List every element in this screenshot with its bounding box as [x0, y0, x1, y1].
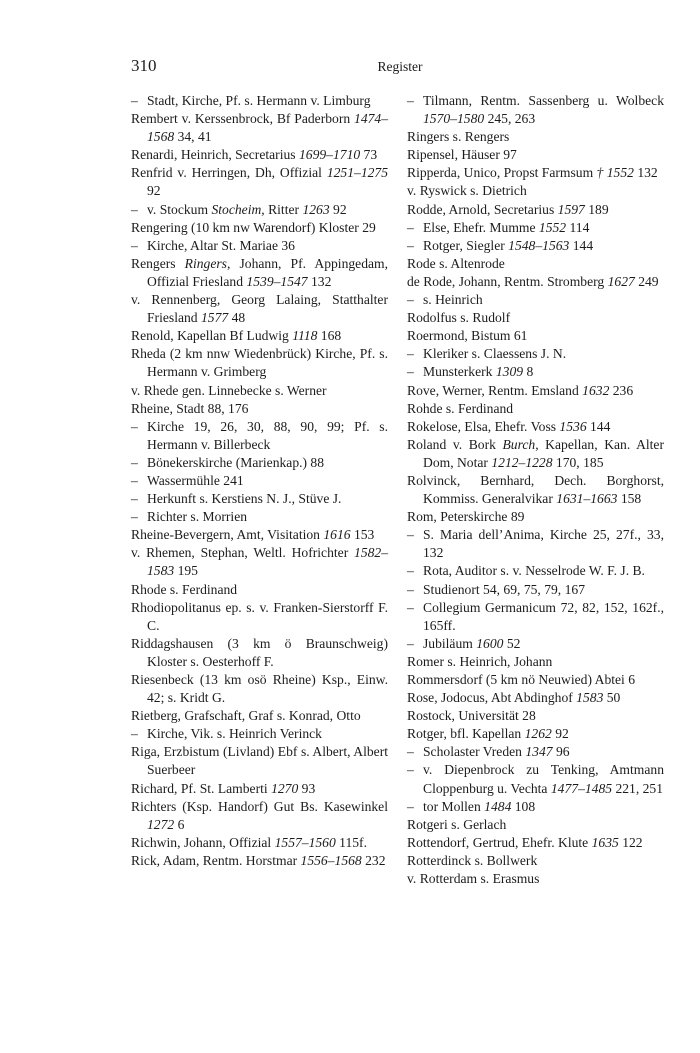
entry-text-segment: Herkunft s. Kerstiens N. J., Stüve J.	[147, 491, 342, 507]
subentry-dash: –	[407, 798, 414, 814]
entry-text-segment: 73	[360, 147, 378, 163]
entry-text-segment: 6	[174, 816, 185, 832]
entry-text-segment: Rheine, Stadt 88, 176	[131, 400, 249, 416]
entry-text-segment: v. Ryswick s. Dietrich	[407, 183, 527, 199]
entry-text-segment: 144	[586, 418, 611, 434]
entry-text-segment: Rottendorf, Gertrud, Ehefr. Klute	[407, 834, 592, 850]
entry-text-segment: Rodolfus s. Rudolf	[407, 310, 511, 326]
entry-text-segment: Kirche, Vik. s. Heinrich Verinck	[147, 726, 322, 742]
entry-text-segment: Romer s. Heinrich, Johann	[407, 653, 553, 669]
entry-text-segment: Renardi, Heinrich, Secretarius	[131, 147, 299, 163]
entry-italic-segment: 1577	[201, 310, 229, 326]
entry-text-segment: Roermond, Bistum 61	[407, 328, 528, 344]
entry-text-segment: Bönekerskirche (Marienkap.) 88	[147, 454, 325, 470]
entry-text-segment: Rotger, bfl. Kapellan	[407, 726, 525, 742]
subentry-dash: –	[407, 744, 414, 760]
register-subentry	[407, 581, 664, 599]
entry-italic-segment: 1474–1568	[147, 111, 388, 145]
entry-text-segment: 93	[298, 780, 316, 796]
entry-italic-segment: 1583	[576, 690, 604, 706]
entry-text-segment: Kirche 19, 26, 30, 88, 90, 99; Pf. s. Hermann v. Billerbeck	[147, 418, 388, 452]
entry-italic-segment: 1600	[476, 635, 504, 651]
register-subentry	[407, 92, 664, 128]
entry-italic-segment: 1632	[582, 382, 610, 398]
register-entry	[407, 327, 664, 345]
entry-text-segment: Renfrid v. Herringen, Dh, Offizial	[131, 165, 327, 181]
entry-text-segment: Ripperda, Unico, Propst Farmsum	[407, 165, 597, 181]
entry-text-segment: S. Maria dell’Anima, Kirche 25, 27f., 33, 132	[423, 527, 664, 561]
entry-text-segment: 144	[569, 237, 594, 253]
register-subentry	[131, 237, 388, 255]
entry-italic-segment: 1309	[495, 364, 524, 380]
register-entry	[407, 146, 664, 164]
entry-text-segment: Renold, Kapellan Bf Ludwig	[131, 328, 293, 344]
register-subentry	[407, 761, 664, 797]
register-entry	[131, 146, 388, 164]
register-subentry	[131, 490, 388, 508]
entry-italic-segment: 1212–1228	[491, 454, 553, 470]
register-entry	[131, 110, 388, 146]
entry-text-segment: 232	[361, 852, 386, 868]
entry-italic-segment: 1556–1568	[300, 852, 362, 868]
register-entry	[407, 707, 664, 725]
entry-text-segment: 52	[503, 635, 521, 651]
entry-text-segment: Scholaster Vreden	[423, 744, 526, 760]
entry-text-segment: 8	[523, 364, 534, 380]
register-entry	[131, 743, 388, 779]
register-subentry	[131, 472, 388, 490]
entry-text-segment: Wassermühle 241	[147, 472, 244, 488]
entry-text-segment: 96	[552, 744, 570, 760]
entry-text-segment: , Johann, Pf. Appingedam, Offizial Friesland	[147, 255, 388, 289]
subentry-dash: –	[131, 454, 138, 470]
register-subentry	[407, 798, 664, 816]
entry-text-segment: Rheda (2 km nnw Wiedenbrück) Kirche, Pf. s. Hermann v. Grimberg	[131, 346, 388, 380]
entry-text-segment: Rose, Jodocus, Abt Abdinghof	[407, 690, 577, 706]
entry-italic-segment: 1477–1485	[550, 780, 613, 796]
register-entry	[407, 382, 664, 400]
register-entry	[131, 635, 388, 671]
register-subentry	[407, 345, 664, 363]
register-entry	[407, 653, 664, 671]
subentry-dash: –	[131, 726, 138, 742]
entry-text-segment: 115f.	[335, 834, 367, 850]
entry-italic-segment: 1484	[484, 798, 512, 814]
entry-text-segment: Rengers	[131, 255, 185, 271]
register-entry	[131, 327, 388, 345]
register-column-right	[407, 92, 664, 888]
entry-text-segment: Riesenbeck (13 km osö Rheine) Ksp., Einw. 42; s. Kridt G.	[131, 672, 388, 706]
entry-italic-segment: 1597	[557, 201, 585, 217]
entry-italic-segment: † 1552	[596, 165, 634, 181]
register-entry	[407, 689, 664, 707]
entry-italic-segment: 1635	[591, 834, 619, 850]
entry-text-segment: 34, 41	[174, 129, 212, 145]
register-entry	[131, 291, 388, 327]
entry-text-segment: Rom, Peterskirche 89	[407, 509, 525, 525]
register-subentry	[131, 92, 388, 110]
subentry-dash: –	[407, 527, 414, 543]
register-subentry	[407, 635, 664, 653]
register-entry	[131, 345, 388, 381]
entry-italic-segment: 1616	[323, 527, 351, 543]
entry-text-segment: 122	[618, 834, 643, 850]
entry-text-segment: Rodde, Arnold, Secretarius	[407, 201, 558, 217]
register-subentry	[407, 363, 664, 381]
entry-italic-segment: 1539–1547	[246, 273, 308, 289]
entry-text-segment: Jubiläum	[423, 635, 477, 651]
entry-text-segment: 221, 251	[612, 780, 664, 796]
entry-text-segment: Rengering (10 km nw Warendorf) Kloster 29	[131, 219, 376, 235]
entry-text-segment: Rode s. Altenrode	[407, 255, 505, 271]
entry-text-segment: 50	[603, 690, 621, 706]
entry-text-segment: Rommersdorf (5 km nö Neuwied) Abtei 6	[407, 672, 636, 687]
entry-text-segment: 92	[551, 726, 569, 742]
entry-text-segment: Rokelose, Elsa, Ehefr. Voss	[407, 418, 560, 434]
register-entry	[131, 164, 388, 200]
entry-text-segment: Richter s. Morrien	[147, 509, 248, 525]
entry-text-segment: de Rode, Johann, Rentm. Stromberg	[407, 273, 608, 289]
register-entry	[407, 128, 664, 146]
entry-text-segment: Else, Ehefr. Mumme	[423, 219, 539, 235]
entry-italic-segment: 1251–1275	[326, 165, 388, 181]
entry-text-segment: Richard, Pf. St. Lamberti	[131, 780, 272, 796]
entry-text-segment: v. Rotterdam s. Erasmus	[407, 871, 540, 887]
entry-text-segment: v. Rhemen, Stephan, Weltl. Hofrichter	[131, 545, 355, 561]
entry-text-segment: Munsterkerk	[423, 364, 496, 380]
entry-italic-segment: 1272	[147, 816, 175, 832]
register-entry	[131, 780, 388, 798]
register-entry	[407, 201, 664, 219]
entry-text-segment: 158	[617, 491, 642, 507]
register-column-left	[131, 92, 388, 870]
register-entry	[407, 164, 664, 182]
register-entry	[131, 382, 388, 400]
entry-text-segment: Studienort 54, 69, 75, 79, 167	[423, 581, 585, 597]
register-subentry	[407, 599, 664, 635]
register-subentry	[407, 237, 664, 255]
register-subentry	[131, 201, 388, 219]
entry-text-segment: , Kapellan, Kan. Alter Dom, Notar	[423, 436, 664, 470]
register-subentry	[407, 219, 664, 237]
register-entry	[131, 798, 388, 834]
entry-text-segment: Rolvinck, Bernhard, Dech. Borghorst, Kommiss. Generalvikar	[407, 472, 664, 507]
entry-italic-segment: 1263	[302, 201, 330, 217]
entry-italic-segment: Burch	[502, 436, 536, 452]
register-entry	[131, 599, 388, 635]
entry-text-segment: Rotterdinck s. Bollwerk	[407, 852, 538, 868]
register-entry	[407, 852, 664, 870]
entry-text-segment: 170, 185	[552, 454, 604, 470]
entry-text-segment: 92	[147, 183, 161, 199]
entry-text-segment: 236	[609, 382, 634, 398]
entry-italic-segment: 1557–1560	[274, 834, 336, 850]
subentry-dash: –	[407, 364, 414, 380]
subentry-dash: –	[131, 418, 138, 434]
page-number: 310	[131, 56, 157, 75]
page-header	[131, 56, 669, 78]
entry-text-segment: v. Diepenbrock zu Tenking, Amtmann Cloppenburg u. Vechta	[423, 762, 664, 796]
register-subentry	[131, 508, 388, 526]
register-subentry	[407, 743, 664, 761]
entry-text-segment: Rotger, Siegler	[423, 237, 509, 253]
entry-italic-segment: 1631–1663	[556, 491, 618, 507]
entry-text-segment: 114	[566, 219, 590, 235]
entry-text-segment: Kirche, Altar St. Mariae 36	[147, 237, 295, 253]
entry-text-segment: Collegium Germanicum 72, 82, 152, 162f., 165ff.	[423, 599, 664, 633]
entry-text-segment: Rietberg, Grafschaft, Graf s. Konrad, Otto	[131, 708, 361, 724]
entry-italic-segment: Stocheim	[211, 201, 262, 217]
entry-text-segment: Stadt, Kirche, Pf. s. Hermann v. Limburg	[147, 93, 371, 108]
register-subentry	[131, 418, 388, 454]
subentry-dash: –	[407, 599, 414, 615]
entry-text-segment: Rick, Adam, Rentm. Horstmar	[131, 852, 301, 868]
register-entry	[407, 816, 664, 834]
entry-italic-segment: 1270	[271, 780, 299, 796]
subentry-dash: –	[407, 219, 414, 235]
register-entry	[131, 219, 388, 237]
entry-text-segment: Richters (Ksp. Handorf) Gut Bs. Kasewinkel	[131, 798, 388, 814]
entry-italic-segment: 1262	[524, 726, 552, 742]
entry-italic-segment: 1536	[559, 418, 587, 434]
register-entry	[407, 309, 664, 327]
entry-text-segment: 245, 263	[484, 111, 536, 127]
entry-text-segment: v. Stockum	[147, 201, 212, 217]
entry-text-segment: Ripensel, Häuser 97	[407, 147, 517, 163]
entry-text-segment: Richwin, Johann, Offizial	[131, 834, 275, 850]
subentry-dash: –	[407, 346, 414, 362]
entry-text-segment: 195	[174, 563, 198, 579]
entry-text-segment: v. Rennenberg, Georg Lalaing, Statthalter Friesland	[131, 292, 388, 326]
register-entry	[131, 671, 388, 707]
subentry-dash: –	[407, 237, 414, 253]
subentry-dash: –	[131, 491, 138, 507]
register-subentry	[131, 725, 388, 743]
register-entry	[407, 400, 664, 418]
register-entry	[407, 436, 664, 472]
entry-text-segment: Rhode s. Ferdinand	[131, 581, 238, 597]
entry-text-segment: Rohde s. Ferdinand	[407, 400, 514, 416]
subentry-dash: –	[131, 201, 138, 217]
subentry-dash: –	[131, 237, 138, 253]
running-head: Register	[377, 59, 423, 74]
register-entry	[407, 508, 664, 526]
entry-text-segment: Roland v. Bork	[407, 436, 503, 452]
entry-text-segment: Ringers s. Rengers	[407, 129, 510, 145]
entry-text-segment: Kleriker s. Claessens J. N.	[423, 346, 567, 362]
entry-text-segment: 92	[329, 201, 347, 217]
subentry-dash: –	[407, 93, 414, 108]
entry-text-segment: Rota, Auditor s. v. Nesselrode W. F. J. B.	[423, 563, 645, 579]
register-entry	[407, 273, 664, 291]
register-entry	[131, 400, 388, 418]
register-entry	[131, 544, 388, 580]
entry-text-segment: , Ritter	[261, 201, 303, 217]
entry-text-segment: 153	[350, 527, 375, 543]
entry-text-segment: 132	[307, 273, 332, 289]
entry-text-segment: 132	[633, 165, 658, 181]
entry-text-segment: Tilmann, Rentm. Sassenberg u. Wolbeck	[423, 93, 664, 108]
register-entry	[407, 671, 664, 689]
register-entry	[407, 725, 664, 743]
entry-text-segment: 189	[584, 201, 609, 217]
entry-italic-segment: 1548–1563	[508, 237, 570, 253]
entry-text-segment: tor Mollen	[423, 798, 485, 814]
register-subentry	[407, 562, 664, 580]
entry-italic-segment: 1552	[538, 219, 567, 235]
entry-text-segment: Rheine-Bevergern, Amt, Visitation	[131, 527, 324, 543]
subentry-dash: –	[407, 581, 414, 597]
entry-italic-segment: 1627	[607, 273, 635, 289]
subentry-dash: –	[407, 292, 414, 308]
entry-text-segment: Rembert v. Kerssenbrock, Bf Paderborn	[131, 111, 355, 127]
register-entry	[407, 255, 664, 273]
entry-text-segment: Rhodiopolitanus ep. s. v. Franken-Sierstorff F. C.	[131, 599, 388, 633]
subentry-dash: –	[407, 762, 414, 778]
register-entry	[131, 707, 388, 725]
register-entry	[407, 870, 664, 888]
register-entry	[407, 834, 664, 852]
entry-text-segment: Rostock, Universität 28	[407, 708, 536, 724]
register-entry	[407, 418, 664, 436]
register-subentry	[407, 291, 664, 309]
entry-italic-segment: 1347	[525, 744, 553, 760]
entry-text-segment: v. Rhede gen. Linnebecke s. Werner	[131, 382, 327, 398]
register-entry	[131, 581, 388, 599]
entry-text-segment: 168	[317, 328, 342, 344]
register-entry	[131, 526, 388, 544]
register-entry	[131, 852, 388, 870]
entry-text-segment: 48	[228, 310, 246, 326]
register-subentry	[131, 454, 388, 472]
subentry-dash: –	[131, 509, 138, 525]
subentry-dash: –	[407, 635, 414, 651]
entry-italic-segment: 1570–1580	[423, 111, 485, 127]
entry-italic-segment: 1118	[292, 328, 318, 344]
entry-text-segment: 249	[634, 273, 659, 289]
entry-text-segment: 108	[511, 798, 536, 814]
entry-italic-segment: 1582–1583	[147, 545, 388, 579]
entry-text-segment: Riga, Erzbistum (Livland) Ebf s. Albert, Albert Suerbeer	[131, 744, 388, 778]
entry-text-segment: s. Heinrich	[423, 292, 483, 308]
subentry-dash: –	[407, 563, 414, 579]
entry-text-segment: Rotgeri s. Gerlach	[407, 816, 507, 832]
register-subentry	[407, 526, 664, 562]
register-entry	[131, 834, 388, 852]
subentry-dash: –	[131, 93, 138, 108]
subentry-dash: –	[131, 472, 138, 488]
register-entry	[407, 182, 664, 200]
register-entry	[131, 255, 388, 291]
entry-text-segment: Rove, Werner, Rentm. Emsland	[407, 382, 583, 398]
entry-text-segment: Riddagshausen (3 km ö Braunschweig) Kloster s. Oesterhoff F.	[131, 635, 388, 669]
entry-italic-segment: 1699–1710	[298, 147, 361, 163]
entry-italic-segment: Ringers	[184, 255, 227, 271]
register-entry	[407, 472, 664, 508]
